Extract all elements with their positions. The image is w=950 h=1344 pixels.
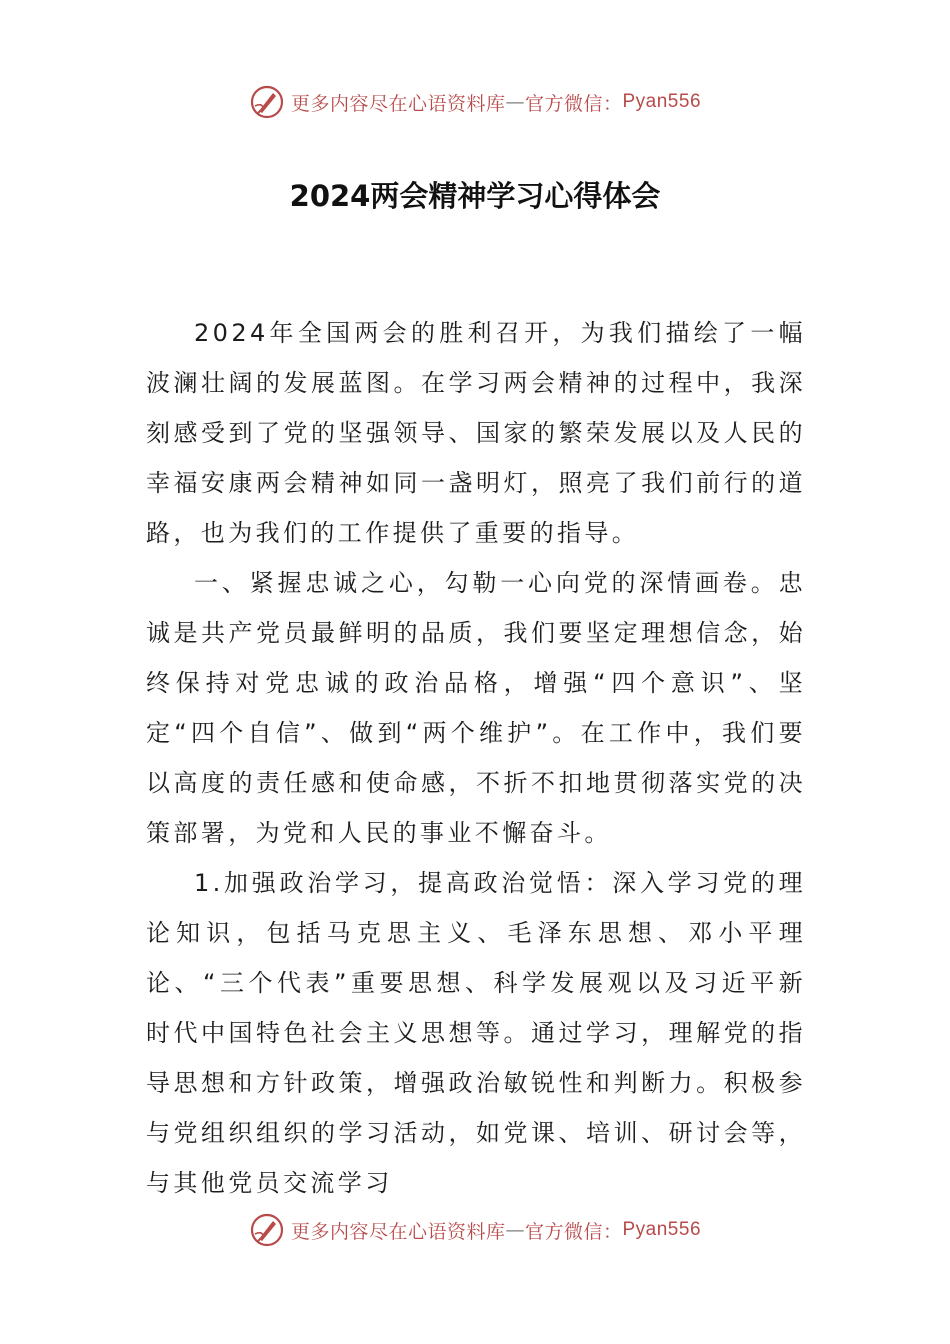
paragraph-intro: 2024年全国两会的胜利召开，为我们描绘了一幅波澜壮阔的发展蓝图。在学习两会精神的过程中，我深刻感受到了党的坚强领导、国家的繁荣发展以及人民的幸福安康两会精神如同一盏明灯，照亮了我们前行的道路，也为我们的工作提供了重要的指导。 xyxy=(146,319,806,547)
banner-wechat-id: Pyan556 xyxy=(622,91,702,112)
banner-dash: — xyxy=(505,1219,525,1241)
banner-wechat-label: 官方微信： xyxy=(524,1220,623,1243)
document-title: 2024两会精神学习心得体会 xyxy=(289,179,661,213)
banner-wechat-id: Pyan556 xyxy=(622,1219,702,1240)
footer-watermark-banner xyxy=(0,1208,950,1252)
document-body xyxy=(146,308,806,1208)
banner-wechat-label: 官方微信： xyxy=(524,92,623,115)
banner-main-text: 更多内容尽在心语资料库 xyxy=(290,92,506,115)
quill-pen-logo-icon xyxy=(249,1212,285,1248)
paragraph-item-one: 1.加强政治学习，提高政治觉悟：深入学习党的理论知识，包括马克思主义、毛泽东思想、邓小平理论、“三个代表”重要思想、科学发展观以及习近平新时代中国特色社会主义思想等。通过学习，理解党的指导思想和方针政策，增强政治敏锐性和判断力。积极参与党组织组织的学习活动，如党课、培训、研讨会等，与其他党员交流学习 xyxy=(146,869,806,1197)
paragraph-section-one: 一、紧握忠诚之心，勾勒一心向党的深情画卷。忠诚是共产党员最鲜明的品质，我们要坚定理想信念，始终保持对党忠诚的政治品格，增强“四个意识”、坚定“四个自信”、做到“两个维护”。在工作中，我们要以高度的责任感和使命感，不折不扣地贯彻落实党的决策部署，为党和人民的事业不懈奋斗。 xyxy=(146,569,806,847)
quill-pen-logo-icon xyxy=(249,84,285,120)
banner-main-text: 更多内容尽在心语资料库 xyxy=(290,1220,506,1243)
header-watermark-banner xyxy=(0,80,950,124)
banner-dash: — xyxy=(505,91,525,113)
